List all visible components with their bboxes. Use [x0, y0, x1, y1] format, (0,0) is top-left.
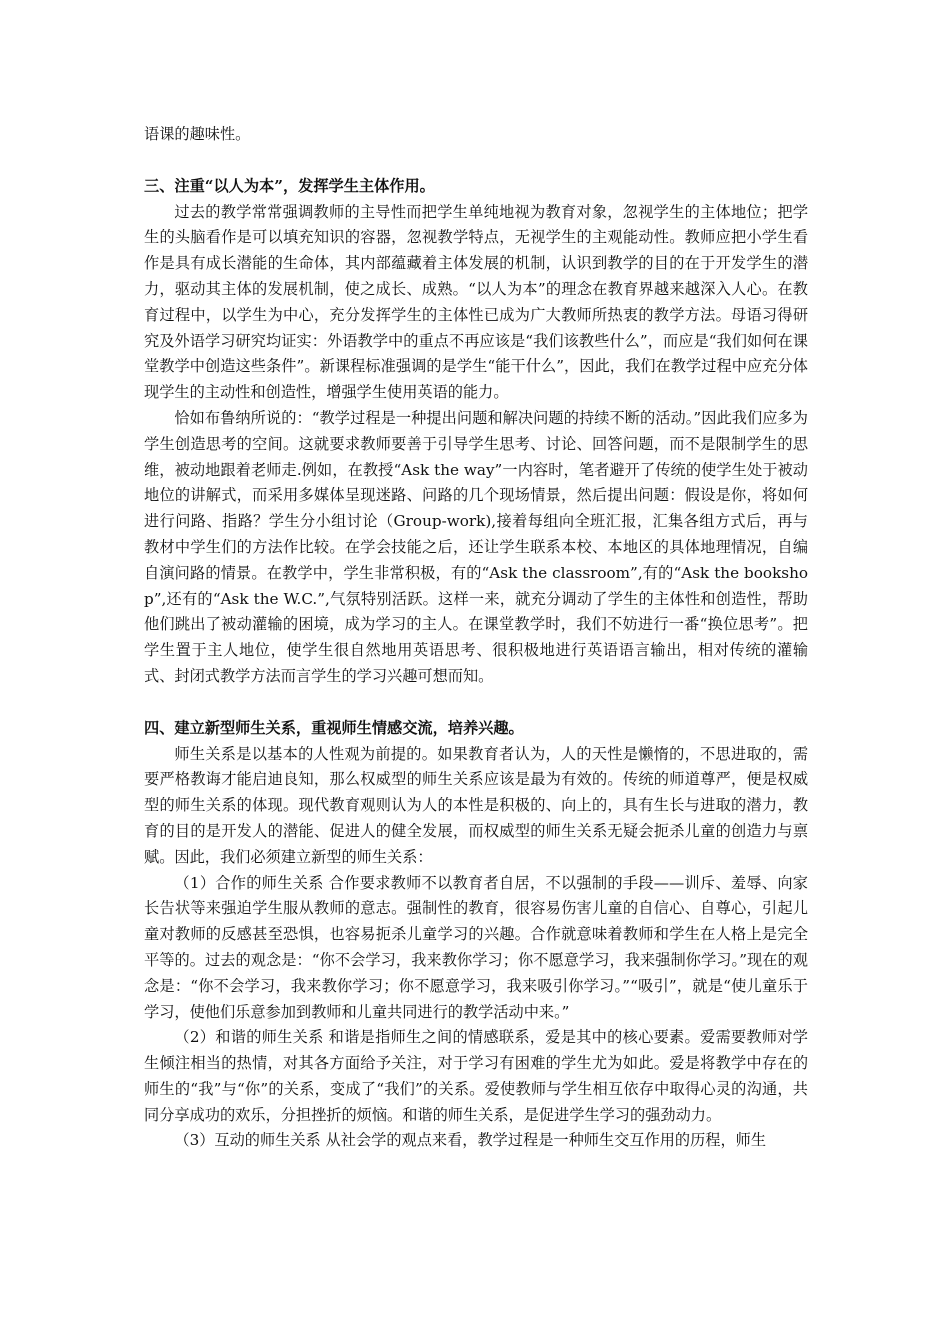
paragraph-continuation: 语课的趣味性。 [144, 125, 251, 143]
paragraph: 恰如布鲁纳所说的：“教学过程是一种提出问题和解决问题的持续不断的活动。”因此我们应多为学生创造思考的空间。这就要求教师要善于引导学生思考、讨论、回答问题，而不是限制学生的思维，被动地跟着老师走.例如，在教授“Ask the way”一内容时，笔者避开了传统的使学生处于被动地位的讲解式，而采用多媒体呈现迷路、问路的几个现场情景，然后提出问题：假设是你，将如何进行问路、指路？学生分小组讨论（Group-work),接着每组向全班汇报，汇集各组方式后，再与教材中学生们的方法作比较。在学会技能之后，还让学生联系本校、本地区的具体地理情况，自编自演问路的情景。在教学中，学生非常积极，有的“Ask the classroom”,有的“Ask the bookshop”,还有的“Ask the W.C.”,气氛特别活跃。这样一来，就充分调动了学生的主体性和创造性，帮助他们跳出了被动灌输的困境，成为学习的主人。在课堂教学时，我们不妨进行一番“换位思考”。把学生置于主人地位，使学生很自然地用英语思考、很积极地进行英语语言输出，相对传统的灌输式、封闭式教学方法而言学生的学习兴趣可想而知。 [144, 408, 808, 685]
paragraph: 师生关系是以基本的人性观为前提的。如果教育者认为，人的天性是懒惰的，不思进取的，需要严格教诲才能启迪良知，那么权威型的师生关系应该是最为有效的。传统的师道尊严，便是权威型的师生关系的体现。现代教育观则认为人的本性是积极的、向上的，具有生长与进取的潜力，教育的目的是开发人的潜能、促进人的健全发展，而权威型的师生关系无疑会扼杀儿童的创造力与禀赋。因此，我们必须建立新型的师生关系： [144, 744, 808, 866]
paragraph: （3）互动的师生关系 从社会学的观点来看，教学过程是一种师生交互作用的历程，师生 [174, 1131, 767, 1150]
document-page [144, 122, 808, 1154]
paragraph: 过去的教学常常强调教师的主导性而把学生单纯地视为教育对象，忽视学生的主体地位；把学生的头脑看作是可以填充知识的容器，忽视教学特点，无视学生的主观能动性。教师应把小学生看作是具有成长潜能的生命体，其内部蕴藏着主体发展的机制，认识到教学的目的在于开发学生的潜力，驱动其主体的发展机制，使之成长、成熟。“以人为本”的理念在教育界越来越深入人心。在教育过程中，以学生为中心，充分发挥学生的主体性已成为广大教师所热衷的教学方法。母语习得研究及外语学习研究均证实：外语教学中的重点不再应该是“我们该教些什么”，而应是“我们如何在课堂教学中创造这些条件”。新课程标准强调的是学生“能干什么”，因此，我们在教学过程中应充分体现学生的主动性和创造性，增强学生使用英语的能力。 [144, 202, 808, 402]
paragraph-gap [144, 148, 808, 174]
section-heading-3: 三、注重“以人为本”，发挥学生主体作用。 [144, 176, 435, 195]
paragraph: （1）合作的师生关系 合作要求教师不以教育者自居，不以强制的手段——训斥、羞辱、向家长告状等来强迫学生服从教师的意志。强制性的教育，很容易伤害儿童的自信心、自尊心，引起儿童对教师的反感甚至恐惧，也容易扼杀儿童学习的兴趣。合作就意味着教师和学生在人格上是完全平等的。过去的观念是：“你不会学习，我来教你学习；你不愿意学习，我来强制你学习。”现在的观念是：“你不会学习，我来教你学习；你不愿意学习，我来吸引你学习。”“吸引”，就是“使儿童乐于学习，使他们乐意参加到教师和儿童共同进行的教学活动中来。” [144, 873, 808, 1021]
paragraph-gap [144, 690, 808, 716]
paragraph: （2）和谐的师生关系 和谐是指师生之间的情感联系，爱是其中的核心要素。爱需要教师对学生倾注相当的热情，对其各方面给予关注，对于学习有困难的学生尤为如此。爱是将教学中存在的师生的“我”与“你”的关系，变成了“我们”的关系。爱使教师与学生相互依存中取得心灵的沟通，共同分享成功的欢乐，分担挫折的烦恼。和谐的师生关系，是促进学生学习的强劲动力。 [144, 1028, 808, 1124]
section-heading-4: 四、建立新型师生关系，重视师生情感交流，培养兴趣。 [144, 718, 524, 737]
